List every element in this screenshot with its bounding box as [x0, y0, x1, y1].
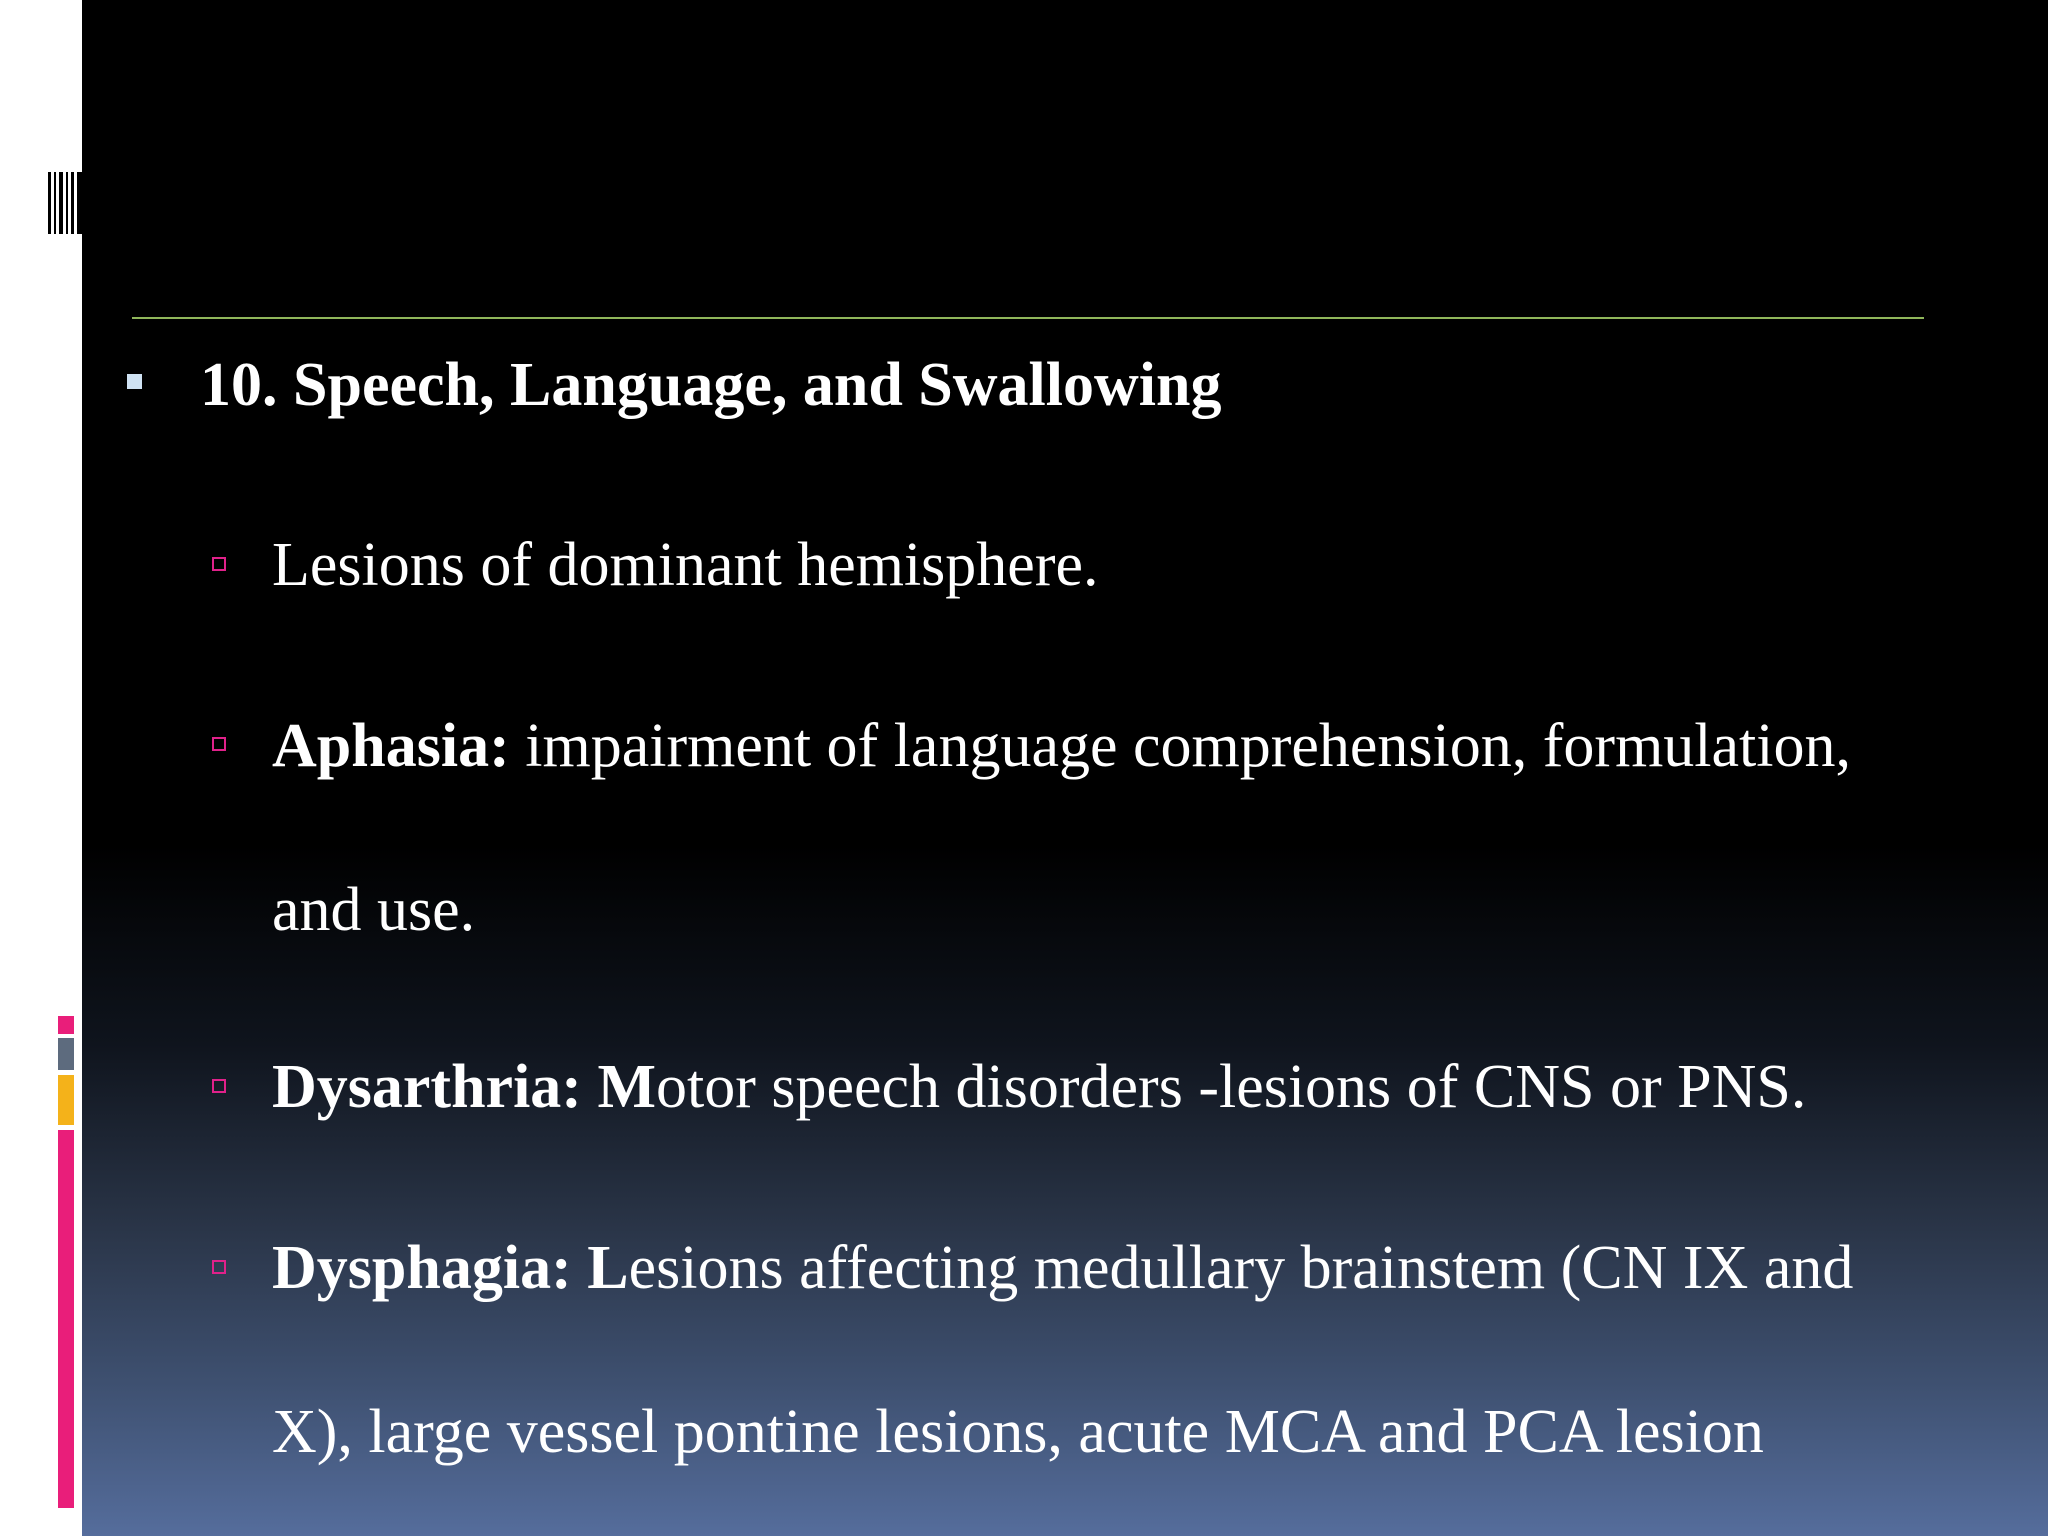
accent-bar-pink-top [58, 1016, 74, 1034]
bullet-2-line-2 [272, 870, 475, 950]
bullet-4-line-1 [272, 1228, 1853, 1308]
bullet-3-line-1 [272, 1047, 1806, 1127]
bullet-4-text-1: esions affecting medullary brainstem (CN IX and [628, 1234, 1854, 1302]
bullet-3-text-1: otor speech disorders -lesions of CNS or PNS. [655, 1053, 1807, 1121]
main-bullet-icon [127, 374, 142, 389]
bullet-3-term: Dysarthria: M [272, 1053, 656, 1121]
bullet-1-line-1 [272, 525, 1099, 605]
bullet-2-text-1: impairment of language comprehension, formulation, [509, 712, 1851, 780]
accent-bar-pink-long [58, 1130, 74, 1508]
sub-bullet-icon [212, 737, 226, 751]
bullet-1-text: Lesions of dominant hemisphere. [272, 531, 1099, 599]
sub-bullet-icon [212, 1260, 226, 1274]
accent-bar-orange [58, 1075, 74, 1125]
accent-bar-gray [58, 1038, 74, 1070]
bullet-4-line-2 [272, 1392, 1764, 1472]
bullet-4-term: Dysphagia: L [272, 1234, 629, 1302]
bullet-4-text-2: X), large vessel pontine lesions, acute MCA and PCA lesion [272, 1398, 1764, 1466]
barcode-decoration [48, 172, 82, 234]
bullet-2-line-1 [272, 706, 1851, 786]
bullet-2-text-2: and use. [272, 876, 476, 944]
bullet-2-term: Aphasia: [272, 712, 510, 780]
title-divider-line [132, 317, 1924, 319]
sub-bullet-icon [212, 557, 226, 571]
section-heading: 10. Speech, Language, and Swallowing [200, 351, 1222, 419]
sub-bullet-icon [212, 1079, 226, 1093]
